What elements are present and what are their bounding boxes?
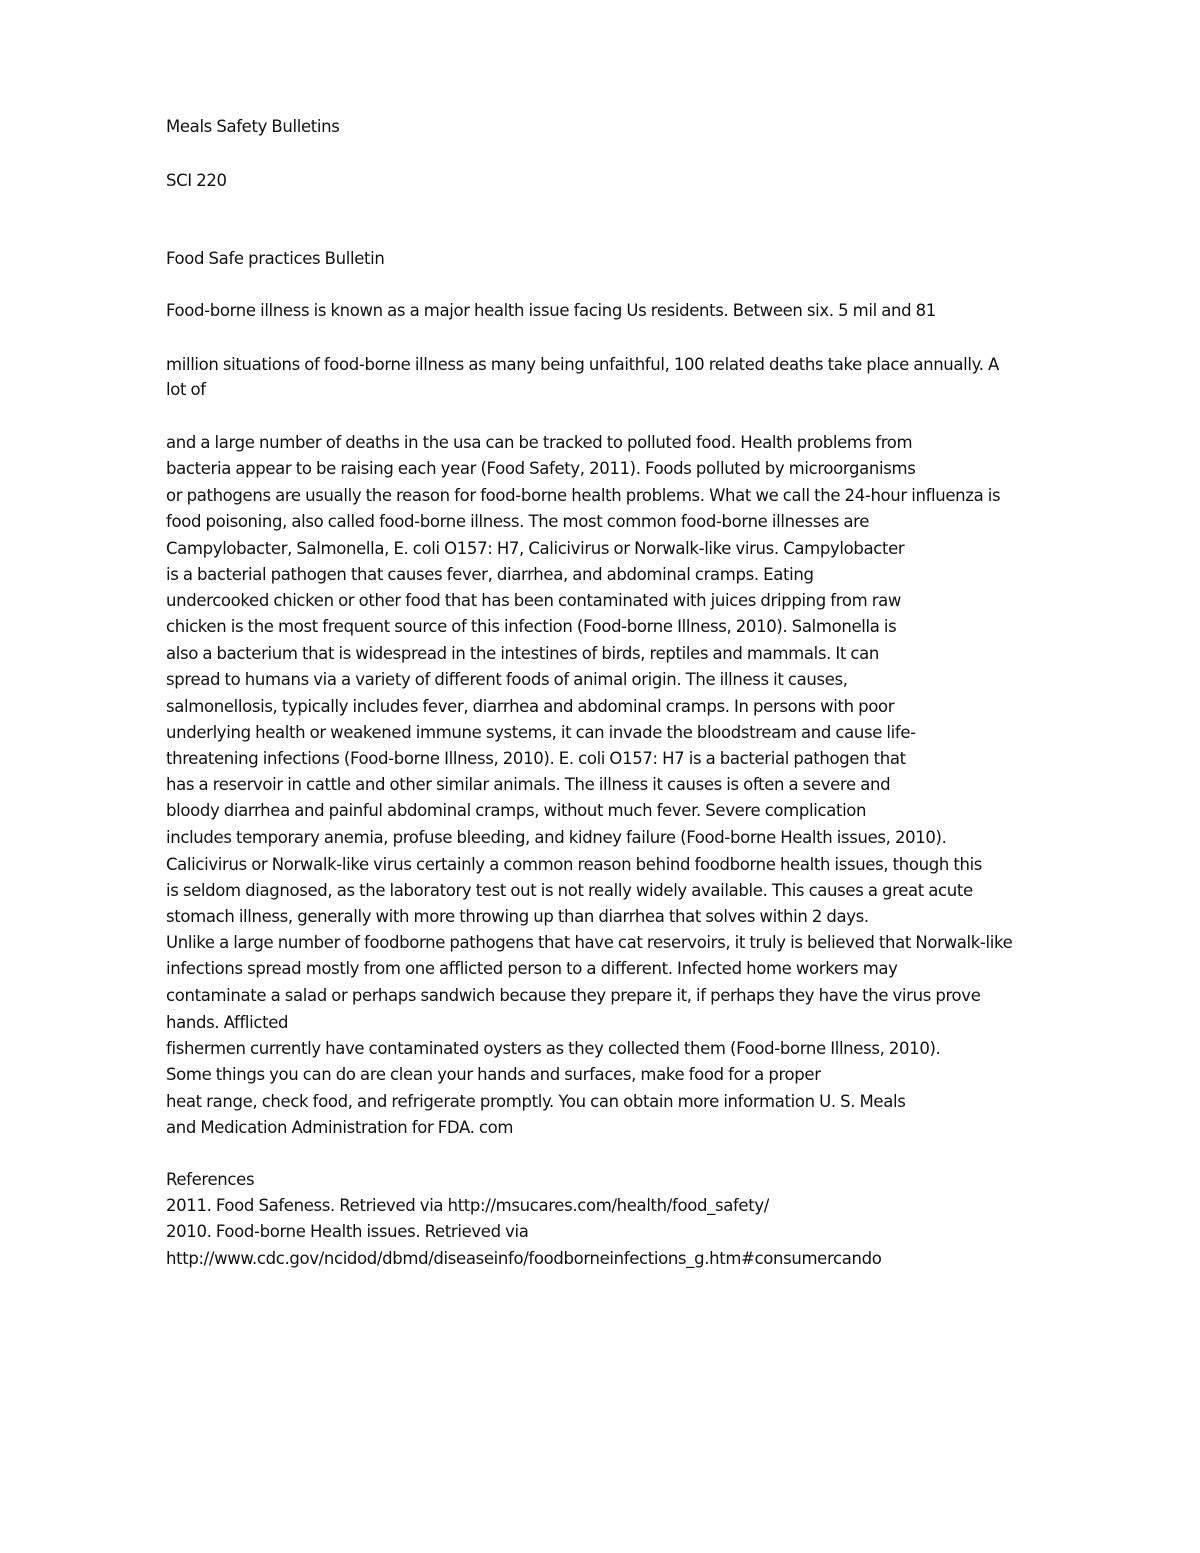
body-line: salmonellosis, typically includes fever, diarrhea and abdominal cramps. In persons with poor (166, 697, 895, 716)
body-line: heat range, check food, and refrigerate promptly. You can obtain more information U. S. Meals (166, 1092, 906, 1111)
body-line: includes temporary anemia, profuse bleeding, and kidney failure (Food-borne Health issues, 2010). (166, 828, 947, 847)
body-line: bloody diarrhea and painful abdominal cramps, without much fever. Severe complication (166, 801, 867, 820)
body-line: contaminate a salad or perhaps sandwich because they prepare it, if perhaps they have the virus prove (166, 986, 981, 1005)
document-title: Meals Safety Bulletins (166, 117, 340, 136)
body-line: and a large number of deaths in the usa can be tracked to polluted food. Health problems from (166, 433, 913, 452)
body-line: food poisoning, also called food-borne illness. The most common food-borne illnesses are (166, 512, 870, 531)
body-line: Calicivirus or Norwalk-like virus certainly a common reason behind foodborne health issues, though this (166, 855, 983, 874)
course-code: SCI 220 (166, 171, 227, 190)
body-line: undercooked chicken or other food that has been contaminated with juices dripping from raw (166, 591, 902, 610)
references-heading: References (166, 1170, 255, 1189)
body-line: underlying health or weakened immune systems, it can invade the bloodstream and cause life- (166, 723, 916, 742)
body-line: chicken is the most frequent source of this infection (Food-borne Illness, 2010). Salmonella is (166, 617, 897, 636)
body-line: fishermen currently have contaminated oysters as they collected them (Food-borne Illness, 2010). (166, 1039, 941, 1058)
body-line: hands. Afflicted (166, 1013, 289, 1032)
body-line: threatening infections (Food-borne Illness, 2010). E. coli O157: H7 is a bacterial pathogen that (166, 749, 906, 768)
body-line: or pathogens are usually the reason for food-borne health problems. What we call the 24-hour influenza is (166, 486, 1001, 505)
body-line: and Medication Administration for FDA. com (166, 1118, 514, 1137)
body-line: Campylobacter, Salmonella, E. coli O157: H7, Calicivirus or Norwalk-like virus. Campylobacter (166, 539, 905, 558)
reference-item: 2011. Food Safeness. Retrieved via http://msucares.com/health/food_safety/ (166, 1196, 769, 1215)
body-line: is a bacterial pathogen that causes fever, diarrhea, and abdominal cramps. Eating (166, 565, 814, 584)
body-line: Unlike a large number of foodborne pathogens that have cat reservoirs, it truly is believed that Norwalk-like (166, 933, 1013, 952)
intro-line: lot of (166, 380, 206, 399)
body-line: spread to humans via a variety of different foods of animal origin. The illness it causes, (166, 670, 848, 689)
body-line: infections spread mostly from one afflicted person to a different. Infected home workers may (166, 959, 898, 978)
body-line: also a bacterium that is widespread in the intestines of birds, reptiles and mammals. It can (166, 644, 879, 663)
intro-line: million situations of food-borne illness as many being unfaithful, 100 related deaths take place annually. A (166, 355, 999, 374)
body-line: stomach illness, generally with more throwing up than diarrhea that solves within 2 days. (166, 907, 869, 926)
body-line: is seldom diagnosed, as the laboratory test out is not really widely available. This causes a great acute (166, 881, 973, 900)
body-line: has a reservoir in cattle and other similar animals. The illness it causes is often a severe and (166, 775, 891, 794)
intro-line: Food-borne illness is known as a major health issue facing Us residents. Between six. 5 mil and 81 (166, 301, 936, 320)
reference-item: 2010. Food-borne Health issues. Retrieved via (166, 1222, 529, 1241)
bulletin-heading: Food Safe practices Bulletin (166, 249, 385, 268)
reference-item: http://www.cdc.gov/ncidod/dbmd/diseaseinfo/foodborneinfections_g.htm#consumercando (166, 1249, 882, 1268)
body-line: bacteria appear to be raising each year (Food Safety, 2011). Foods polluted by microorganisms (166, 459, 916, 478)
body-line: Some things you can do are clean your hands and surfaces, make food for a proper (166, 1065, 821, 1084)
